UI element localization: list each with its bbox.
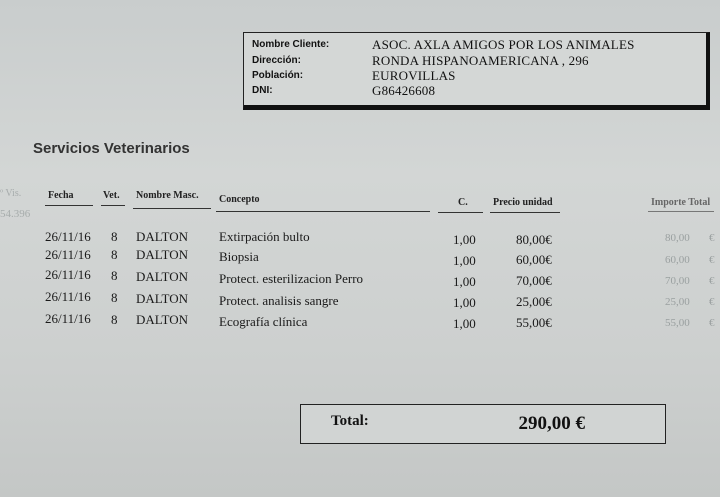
row-2-fecha: 26/11/16 xyxy=(45,267,91,282)
row-4-cantidad: 1,00 xyxy=(453,316,476,331)
total-box xyxy=(300,404,666,444)
row-1-fecha: 26/11/16 xyxy=(45,247,91,262)
row-2-precio: 70,00€ xyxy=(516,273,552,288)
underline-precio xyxy=(490,212,560,213)
row-3-concepto: Protect. analisis sangre xyxy=(219,293,339,308)
row-3-importe: 25,00 xyxy=(665,296,690,308)
underline-vet xyxy=(101,205,125,206)
row-2-euro: € xyxy=(709,275,715,287)
row-3-euro: € xyxy=(709,296,715,308)
row-1-mascota: DALTON xyxy=(136,247,189,262)
underline-concepto xyxy=(216,211,430,212)
row-3-mascota: DALTON xyxy=(136,291,189,306)
client-address-value: RONDA HISPANOAMERICANA , 296 xyxy=(372,53,589,68)
row-0-fecha: 26/11/16 xyxy=(45,229,91,244)
row-0-cantidad: 1,00 xyxy=(453,232,476,247)
row-2-concepto: Protect. esterilizacion Perro xyxy=(219,271,364,286)
underline-fecha xyxy=(45,205,93,206)
row-4-vet: 8 xyxy=(111,312,118,327)
row-3-vet: 8 xyxy=(111,290,118,305)
col-header-concepto: Concepto xyxy=(219,194,260,205)
row-4-euro: € xyxy=(709,317,715,329)
row-2-cantidad: 1,00 xyxy=(453,274,476,289)
row-1-vet: 8 xyxy=(111,247,118,262)
col-header-precio: Precio unidad xyxy=(493,197,553,208)
row-3-precio: 25,00€ xyxy=(516,294,552,309)
row-4-concepto: Ecografía clínica xyxy=(219,314,308,329)
client-address-label: Dirección: xyxy=(252,55,301,66)
row-4-fecha: 26/11/16 xyxy=(45,311,91,326)
col-header-cantidad: C. xyxy=(458,197,468,208)
total-label: Total: xyxy=(331,413,369,429)
col-header-importe: Importe Total xyxy=(651,197,711,208)
col-header-vis: º Vis. xyxy=(0,188,22,199)
client-city-value: EUROVILLAS xyxy=(372,68,456,83)
client-info-box xyxy=(243,32,710,110)
row-1-importe: 60,00 xyxy=(665,254,690,266)
row-4-precio: 55,00€ xyxy=(516,315,552,330)
row-0-vet: 8 xyxy=(111,229,118,244)
row-1-cantidad: 1,00 xyxy=(453,253,476,268)
underline-importe xyxy=(648,211,714,212)
row-1-precio: 60,00€ xyxy=(516,252,552,267)
row-1-euro: € xyxy=(709,254,715,266)
row-2-importe: 70,00 xyxy=(665,275,690,287)
col-header-fecha: Fecha xyxy=(48,190,74,201)
client-name-label: Nombre Cliente: xyxy=(252,39,330,50)
row-4-importe: 55,00 xyxy=(665,317,690,329)
client-dni-value: G86426608 xyxy=(372,83,436,98)
row-1-concepto: Biopsia xyxy=(219,249,259,264)
row-3-fecha: 26/11/16 xyxy=(45,289,91,304)
row-0-concepto: Extirpación bulto xyxy=(219,229,310,244)
row-3-cantidad: 1,00 xyxy=(453,295,476,310)
row-0-euro: € xyxy=(709,232,715,244)
client-name-value: ASOC. AXLA AMIGOS POR LOS ANIMALES xyxy=(372,37,635,52)
col-header-vet: Vet. xyxy=(103,190,120,201)
row-0-importe: 80,00 xyxy=(665,232,690,244)
client-city-label: Población: xyxy=(252,70,304,81)
row-0-mascota: DALTON xyxy=(136,229,189,244)
section-title: Servicios Veterinarios xyxy=(33,140,190,157)
vis-number: 54.396 xyxy=(0,208,31,220)
col-header-mascota: Nombre Masc. xyxy=(136,190,199,201)
row-4-mascota: DALTON xyxy=(136,312,189,327)
client-dni-label: DNI: xyxy=(252,85,273,96)
row-2-mascota: DALTON xyxy=(136,269,189,284)
total-value: 290,00 € xyxy=(518,413,585,434)
underline-mascota xyxy=(133,208,211,209)
row-0-precio: 80,00€ xyxy=(516,232,552,247)
row-2-vet: 8 xyxy=(111,268,118,283)
underline-cantidad xyxy=(438,212,483,213)
